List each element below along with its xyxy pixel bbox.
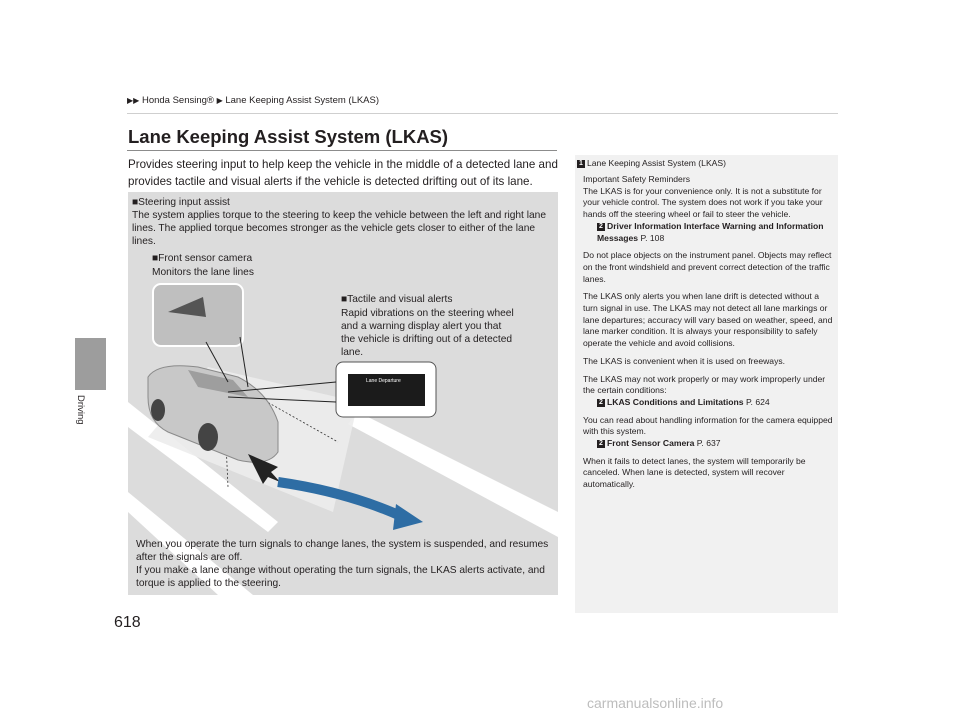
page-number: 618 bbox=[114, 614, 141, 631]
reference-arrow-icon: 2 bbox=[597, 223, 605, 231]
display-label: Lane Departure bbox=[366, 378, 401, 384]
header-rule bbox=[127, 113, 838, 114]
section-label: Driving bbox=[75, 395, 86, 425]
steering-text: The system applies torque to the steering to keep the vehicle between the left and right lane lines. The applied torque becomes stronger as the vehicle gets closer to either of the lane lines. bbox=[132, 210, 546, 247]
note-paragraph: The LKAS is for your convenience only. It is not a substitute for your vehicle control. The system does not work if you take your hands off the steering wheel or fail to steer the vehicle. bbox=[583, 185, 823, 220]
note-paragraph: When it fails to detect lanes, the system will temporarily be canceled. When lane is detected, system will recover automatically. bbox=[583, 455, 806, 490]
breadcrumb-item[interactable]: Honda Sensing® bbox=[141, 95, 214, 106]
breadcrumb-arrow-icon: ▶▶ bbox=[127, 96, 140, 105]
note-paragraph: The LKAS only alerts you when lane drift is detected without a turn signal in use. The LKAS may not detect all lane markings or lane departures; accuracy will vary based on weather, speed, and lane marker condition. It is always your responsibility to safely operate the vehicle and avoid collisions. bbox=[583, 291, 833, 349]
page-title: Lane Keeping Assist System (LKAS) bbox=[128, 126, 449, 147]
note-paragraph: The LKAS is convenient when it is used on freeways. bbox=[583, 355, 786, 366]
note-paragraph: The LKAS may not work properly or may work improperly under the certain conditions: bbox=[583, 373, 826, 396]
note-icon: 1 bbox=[577, 160, 585, 168]
notes-header: 1 Lane Keeping Assist System (LKAS) bbox=[577, 158, 726, 168]
steering-heading: ■Steering input assist bbox=[132, 197, 230, 208]
important-heading: Important Safety Reminders bbox=[583, 174, 690, 184]
breadcrumb bbox=[127, 95, 379, 106]
camera-heading: ■Front sensor camera bbox=[152, 253, 253, 264]
alert-heading: ■Tactile and visual alerts bbox=[341, 294, 453, 305]
section-tab bbox=[75, 338, 106, 390]
reference-arrow-icon: 2 bbox=[597, 399, 605, 407]
bottom-text-1: When you operate the turn signals to change lanes, the system is suspended, and resumes after the signals are off. bbox=[136, 539, 549, 563]
bottom-text-2: If you make a lane change without operating the turn signals, the LKAS alerts activate, and torque is applied to the steering. bbox=[136, 565, 545, 589]
breadcrumb-arrow-icon: ▶ bbox=[216, 96, 223, 105]
note-paragraph: Do not place objects on the instrument panel. Objects may reflect on the front windshield and prevent correct detection of the traffic lanes. bbox=[583, 250, 832, 284]
title-rule bbox=[127, 150, 557, 151]
cross-reference[interactable]: 2 Front Sensor Camera P. 637 bbox=[583, 438, 833, 450]
cross-reference[interactable]: 2 LKAS Conditions and Limitations P. 624 bbox=[583, 397, 833, 409]
alert-text: Rapid vibrations on the steering wheel and a warning display alert you that the vehicle is drifting out of a detected lane. bbox=[341, 308, 514, 358]
cross-reference[interactable]: 2 Driver Information Interface Warning and Information Messages P. 108 bbox=[597, 220, 824, 243]
reference-arrow-icon: 2 bbox=[597, 440, 605, 448]
intro-paragraph: Provides steering input to help keep the vehicle in the middle of a detected lane and provides tactile and visual alerts if the vehicle is detected drifting out of its lane. bbox=[128, 158, 558, 188]
notes-body bbox=[583, 174, 833, 497]
lkas-figure bbox=[128, 192, 558, 595]
watermark: carmanualsonline.info bbox=[587, 695, 724, 711]
camera-text: Monitors the lane lines bbox=[152, 267, 254, 278]
breadcrumb-item[interactable]: Lane Keeping Assist System (LKAS) bbox=[225, 95, 380, 106]
note-paragraph: You can read about handling information for the camera equipped with this system. bbox=[583, 414, 833, 437]
